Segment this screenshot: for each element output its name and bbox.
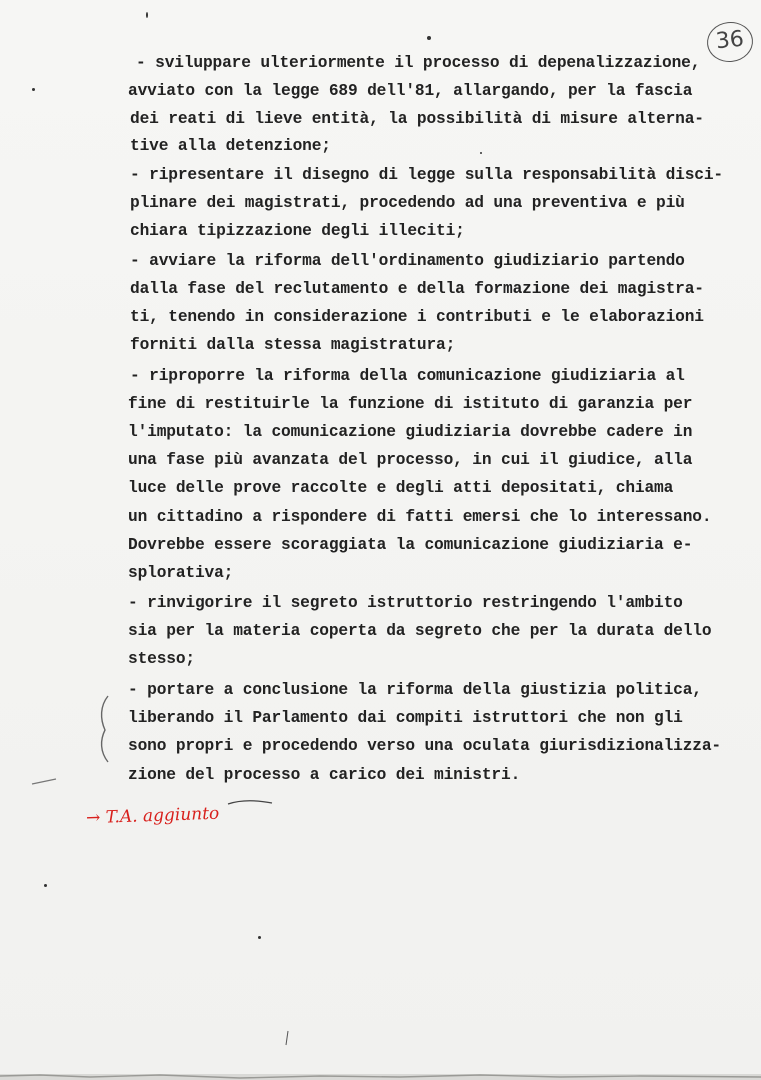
text-line: liberando il Parlamento dai compiti istruttori che non gli	[128, 709, 683, 727]
text-line: stesso;	[128, 650, 195, 668]
text-line: tive alla detenzione;	[130, 137, 331, 155]
scan-speck	[32, 88, 35, 91]
text-line: l'imputato: la comunicazione giudiziaria dovrebbe cadere in	[128, 423, 693, 441]
scan-speck	[258, 936, 261, 939]
scan-speck	[480, 152, 482, 154]
text-line: - sviluppare ulteriormente il processo di depenalizzazione,	[136, 54, 701, 72]
text-line: sono propri e procedendo verso una oculata giurisdizionalizza-	[128, 737, 721, 755]
text-line: splorativa;	[128, 564, 234, 582]
text-line: luce delle prove raccolte e degli atti depositati, chiama	[128, 479, 674, 497]
scan-speck	[44, 884, 47, 887]
text-line: ti, tenendo in considerazione i contributi e le elaborazioni	[130, 308, 704, 326]
page-number: 36	[705, 20, 755, 65]
text-line: - portare a conclusione la riforma della giustizia politica,	[128, 681, 702, 699]
scan-mark	[284, 1030, 290, 1046]
text-line: fine di restituirle la funzione di istituto di garanzia per	[128, 395, 693, 413]
margin-dash-mark	[30, 775, 58, 789]
text-line: - riproporre la riforma della comunicazione giudiziaria al	[130, 367, 685, 385]
text-line: forniti dalla stessa magistratura;	[130, 336, 456, 354]
scan-speck	[427, 36, 431, 40]
scan-edge-noise	[0, 1066, 761, 1080]
annotation-overline-mark	[226, 798, 274, 808]
text-line: sia per la materia coperta da segreto che per la durata dello	[128, 622, 712, 640]
margin-bracket-mark	[96, 694, 112, 764]
text-line: un cittadino a rispondere di fatti emersi che lo interessano.	[128, 508, 712, 526]
text-line: una fase più avanzata del processo, in cui il giudice, alla	[128, 451, 693, 469]
text-line: - avviare la riforma dell'ordinamento giudiziario partendo	[130, 252, 685, 270]
text-line: chiara tipizzazione degli illeciti;	[130, 222, 465, 240]
handwritten-annotation: → T.A. aggiunto	[85, 803, 220, 829]
text-line: - ripresentare il disegno di legge sulla responsabilità disci-	[130, 166, 723, 184]
scan-speck	[146, 12, 148, 18]
text-line: dalla fase del reclutamento e della formazione dei magistra-	[130, 280, 704, 298]
text-line: avviato con la legge 689 dell'81, allargando, per la fascia	[128, 82, 693, 100]
text-line: plinare dei magistrati, procedendo ad una preventiva e più	[130, 194, 685, 212]
text-line: zione del processo a carico dei ministri.	[128, 766, 521, 784]
text-line: - rinvigorire il segreto istruttorio restringendo l'ambito	[128, 594, 683, 612]
text-line: dei reati di lieve entità, la possibilità di misure alterna-	[130, 110, 704, 128]
text-line: Dovrebbe essere scoraggiata la comunicazione giudiziaria e-	[128, 536, 693, 554]
